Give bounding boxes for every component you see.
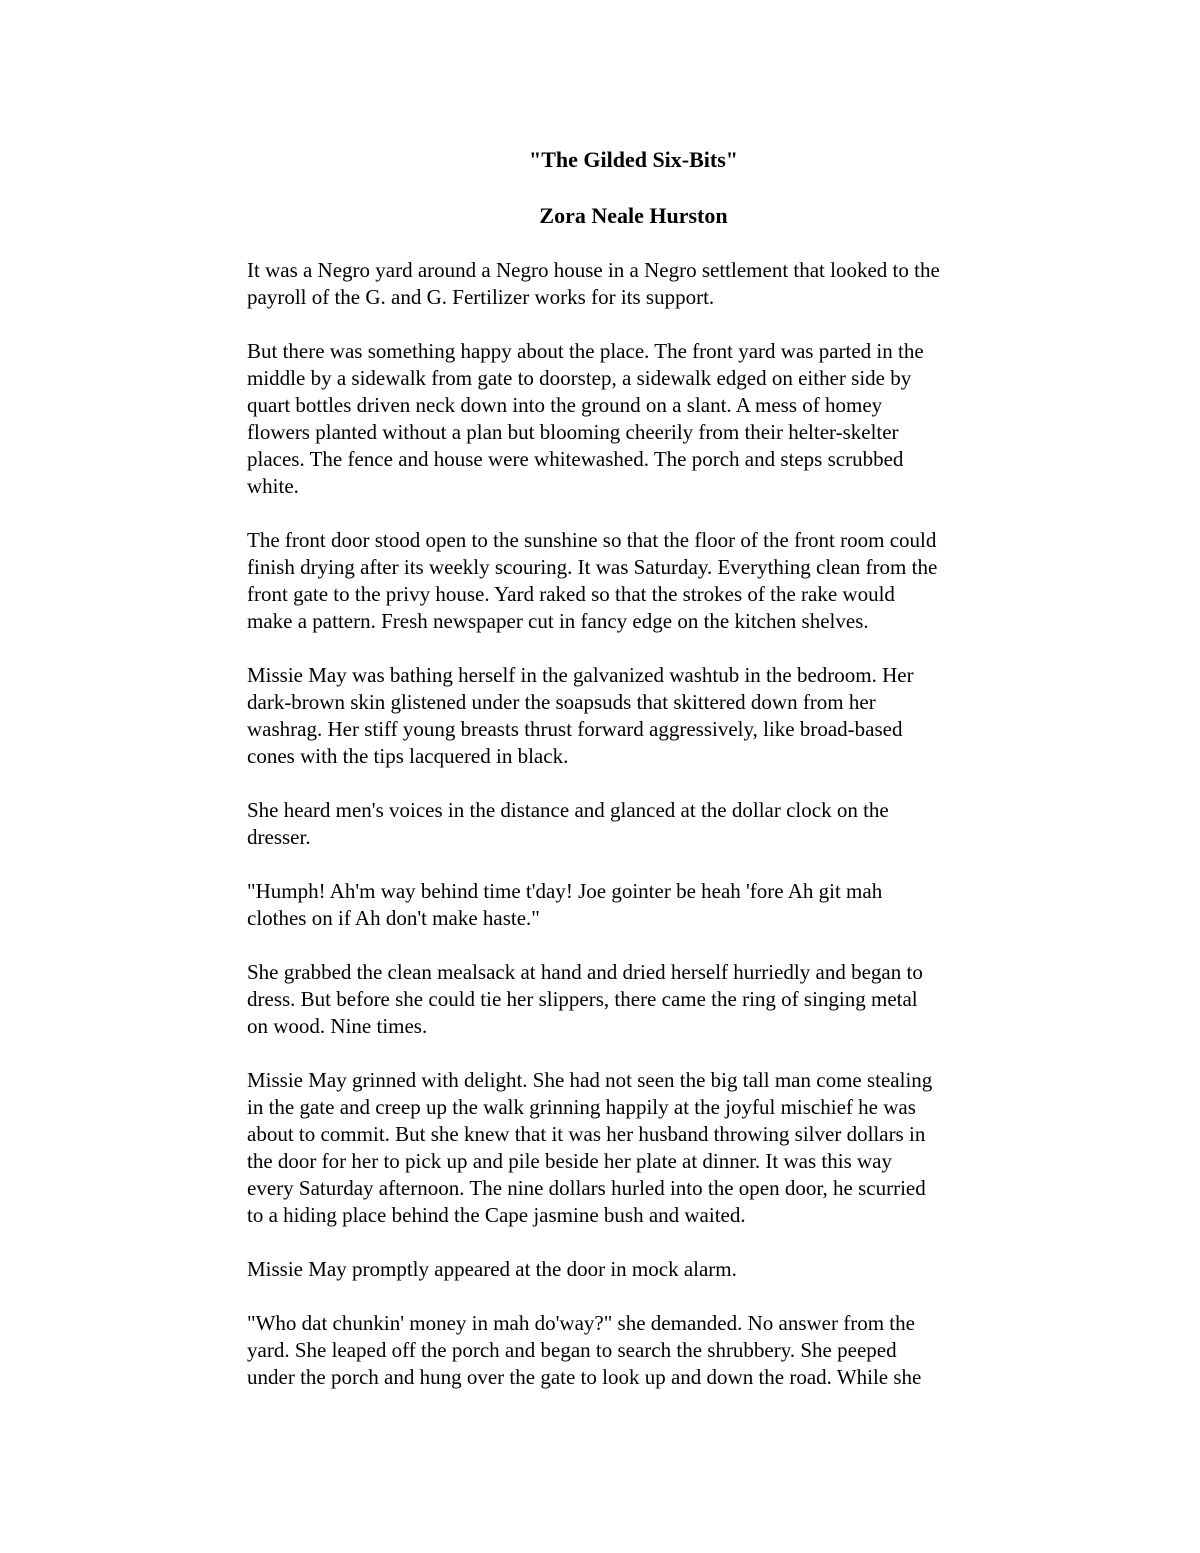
paragraph: She grabbed the clean mealsack at hand and dried herself hurriedly and began to dress. But before she could tie her slippers, there came the ring of singing metal on wood. Nine times. xyxy=(247,960,923,1038)
paragraph: The front door stood open to the sunshine so that the floor of the front room could finish drying after its weekly scouring. It was Saturday. Everything clean from the front gate to the privy house. Yard raked so that the strokes of the rake would make a pattern. Fresh newspaper cut in fancy edge on the kitchen shelves. xyxy=(247,528,938,633)
paragraph: Missie May was bathing herself in the galvanized washtub in the bedroom. Her dark-brown skin glistened under the soapsuds that skittered down from her washrag. Her stiff young breasts thrust forward aggressively, like broad-based cones with the tips lacquered in black. xyxy=(247,663,914,768)
paragraph: "Humph! Ah'm way behind time t'day! Joe gointer be heah 'fore Ah git mah clothes on if Ah don't make haste." xyxy=(247,879,883,930)
story-body xyxy=(247,257,1037,1418)
paragraph: But there was something happy about the place. The front yard was parted in the middle by a sidewalk from gate to doorstep, a sidewalk edged on either side by quart bottles driven neck down into the ground on a slant. A mess of homey flowers planted without a plan but blooming cheerily from their helter-skelter places. The fence and house were whitewashed. The porch and steps scrubbed white. xyxy=(247,339,924,498)
story-title: "The Gilded Six-Bits" xyxy=(528,147,739,172)
paragraph: Missie May grinned with delight. She had not seen the big tall man come stealing in the gate and creep up the walk grinning happily at the joyful mischief he was about to commit. But she knew that it was her husband throwing silver dollars in the door for her to pick up and pile beside her plate at dinner. It was this way every Saturday afternoon. The nine dollars hurled into the open door, he scurried to a hiding place behind the Cape jasmine bush and waited. xyxy=(247,1068,933,1227)
author-name: Zora Neale Hurston xyxy=(539,203,728,228)
paragraph: "Who dat chunkin' money in mah do'way?" she demanded. No answer from the yard. She leaped off the porch and began to search the shrubbery. She peeped under the porch and hung over the gate to look up and down the road. While she xyxy=(247,1311,922,1389)
paragraph: It was a Negro yard around a Negro house in a Negro settlement that looked to the payroll of the G. and G. Fertilizer works for its support. xyxy=(247,258,940,309)
paragraph: Missie May promptly appeared at the door in mock alarm. xyxy=(247,1257,737,1281)
paragraph: She heard men's voices in the distance and glanced at the dollar clock on the dresser. xyxy=(247,798,889,849)
